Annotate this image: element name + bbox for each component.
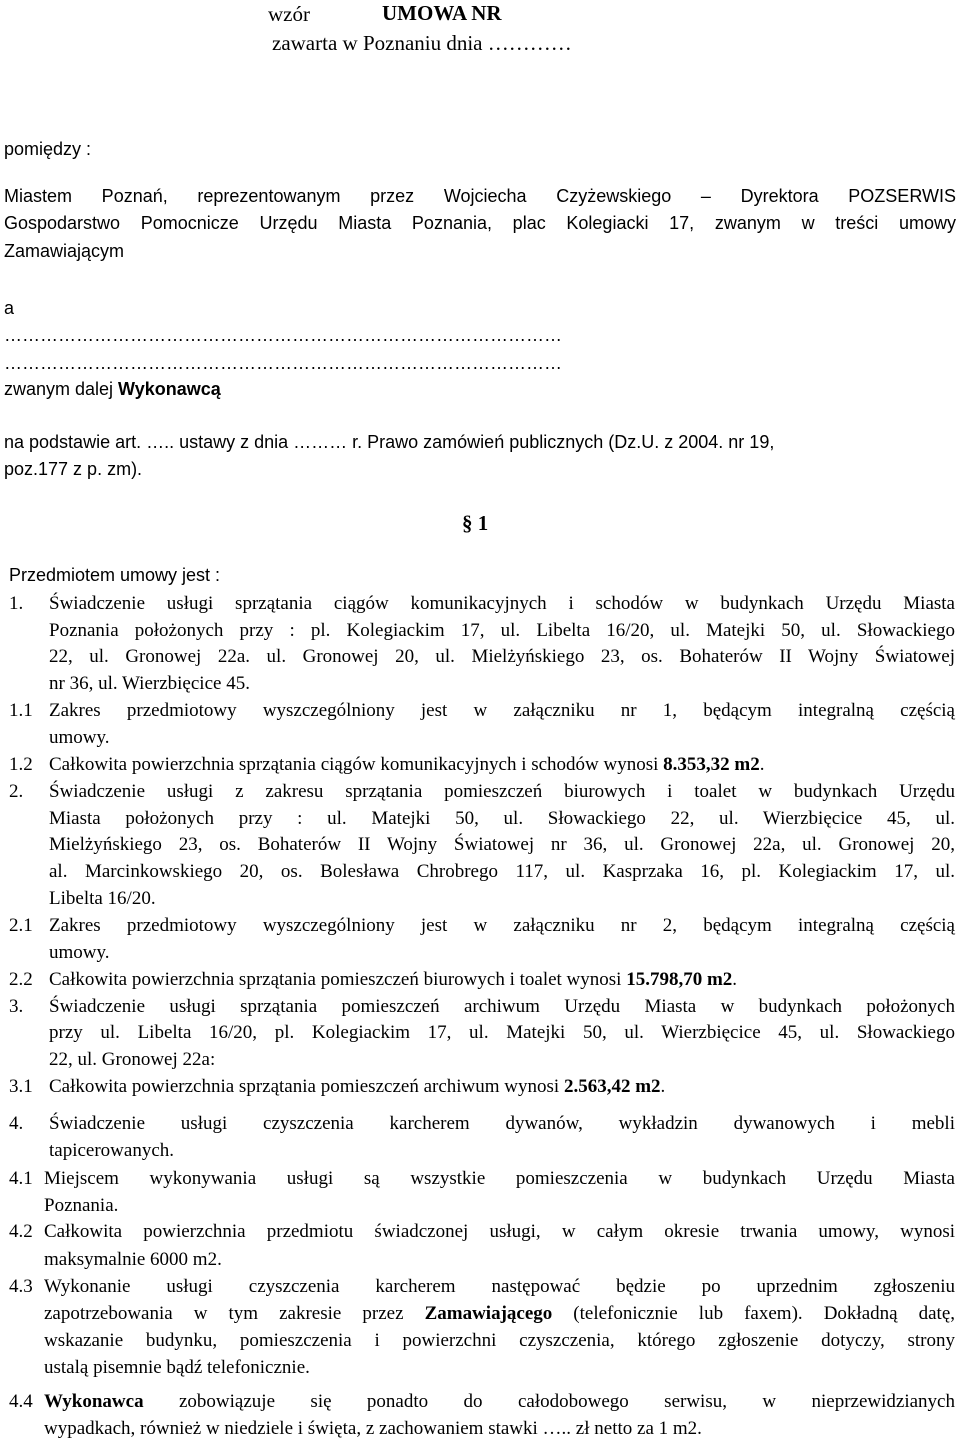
item-line bbox=[49, 969, 737, 991]
header-label: wzór bbox=[268, 2, 310, 26]
item-text-tail: . bbox=[660, 1076, 666, 1097]
item-line: Świadczenie usługi z zakresu sprzątania pomieszczeń biurowych i toalet w budynkach Urzędu bbox=[49, 781, 955, 802]
party1-line2: Gospodarstwo Pomocnicze Urzędu Miasta Poznania, plac Kolegiacki 17, zwanym w treści umowy bbox=[4, 213, 956, 233]
item-line bbox=[49, 1076, 665, 1098]
item-line: Wykonanie usługi czyszczenia karcherem następować będzie po uprzednim zgłoszeniu bbox=[44, 1276, 955, 1297]
item-number: 2.2 bbox=[9, 969, 33, 990]
item-line bbox=[44, 1303, 955, 1325]
item-line: Poznania. bbox=[44, 1195, 119, 1216]
legal-basis-line2: poz.177 z p. zm). bbox=[4, 459, 143, 479]
item-line: Mielżyńskiego 23, os. Bohaterów II Wojny Światowej nr 36, ul. Gronowej 22a, ul. Gronowej 20, bbox=[49, 834, 955, 855]
contractor-dots-1: ………………………………………………………………………………… bbox=[4, 325, 562, 345]
legal-basis-line1: na podstawie art. ….. ustawy z dnia ……… r. Prawo zamówień publicznych (Dz.U. z 2004. nr 19, bbox=[4, 432, 775, 452]
item-line: Zakres przedmiotowy wyszczególniony jest w załączniku nr 2, będącym integralną częścią bbox=[49, 915, 955, 936]
item-number: 4.4 bbox=[9, 1391, 33, 1412]
item-area-value: 15.798,70 m2 bbox=[626, 969, 733, 990]
item-line: 22, ul. Gronowej 22a. ul. Gronowej 20, ul. Mielżyńskiego 23, os. Bohaterów II Wojny Światowej bbox=[49, 646, 955, 667]
party1-line1: Miastem Poznań, reprezentowanym przez Wojciecha Czyżewskiego – Dyrektora POZSERWIS bbox=[4, 186, 956, 206]
item-text: zapotrzebowania w tym zakresie przez bbox=[44, 1303, 425, 1324]
contractor-role-pre: zwanym dalej bbox=[4, 379, 119, 399]
item-line: Poznania położonych przy : pl. Kolegiackim 17, ul. Libelta 16/20, ul. Matejki 50, ul. Słowackiego bbox=[49, 620, 955, 641]
item-area-value: 8.353,32 m2 bbox=[663, 754, 760, 775]
item-line: Miejscem wykonywania usługi są wszystkie pomieszczenia w budynkach Urzędu Miasta bbox=[44, 1168, 955, 1189]
item-text-tail: . bbox=[759, 754, 765, 775]
item-text-tail: . bbox=[732, 969, 738, 990]
item-line: wskazanie budynku, pomieszczenia i powierzchni czyszczenia, którego zgłoszenie dotyczy, strony bbox=[44, 1330, 955, 1351]
document-subtitle: zawarta w Poznaniu dnia ………… bbox=[272, 31, 572, 55]
item-number: 1. bbox=[9, 593, 24, 614]
and-label: a bbox=[4, 298, 15, 318]
item-number: 2.1 bbox=[9, 915, 33, 936]
item-number: 1.1 bbox=[9, 700, 33, 721]
document-title: UMOWA NR bbox=[382, 1, 502, 25]
item-line: Świadczenie usługi sprzątania ciągów komunikacyjnych i schodów w budynkach Urzędu Miasta bbox=[49, 593, 955, 614]
party1-role: Zamawiającym bbox=[4, 241, 125, 261]
item-text: Całkowita powierzchnia sprzątania ciągów komunikacyjnych i schodów wynosi bbox=[49, 754, 664, 775]
item-party-name: Zamawiającego bbox=[424, 1303, 553, 1324]
item-line: Zakres przedmiotowy wyszczególniony jest w załączniku nr 1, będącym integralną częścią bbox=[49, 700, 955, 721]
item-line: umowy. bbox=[49, 942, 110, 963]
item-line: Całkowita powierzchnia przedmiotu świadczonej usługi, w całym okresie trwania umowy, wynosi bbox=[44, 1221, 955, 1242]
item-line: umowy. bbox=[49, 727, 110, 748]
item-number: 4.2 bbox=[9, 1221, 33, 1242]
item-line: wypadkach, również w niedziele i święta, z zachowaniem stawki ….. zł netto za 1 m2. bbox=[44, 1418, 702, 1439]
contractor-role bbox=[4, 379, 221, 400]
item-number: 2. bbox=[9, 781, 24, 802]
item-line: tapicerowanych. bbox=[49, 1140, 175, 1161]
item-line: 22, ul. Gronowej 22a: bbox=[49, 1049, 216, 1070]
contractor-dots-2: ………………………………………………………………………………… bbox=[4, 353, 562, 373]
item-line: Libelta 16/20. bbox=[49, 888, 156, 909]
item-text-tail: (telefonicznie lub faxem). Dokładną datę, bbox=[552, 1303, 956, 1324]
item-line: ustalą pisemnie bądź telefonicznie. bbox=[44, 1357, 310, 1378]
item-text: Całkowita powierzchnia sprzątania pomieszczeń archiwum wynosi bbox=[49, 1076, 564, 1097]
section-mark: § 1 bbox=[462, 511, 489, 535]
item-line: maksymalnie 6000 m2. bbox=[44, 1249, 222, 1270]
item-number: 4.3 bbox=[9, 1276, 33, 1297]
item-number: 3. bbox=[9, 996, 24, 1017]
item-line bbox=[44, 1391, 955, 1413]
item-line: nr 36, ul. Wierzbięcice 45. bbox=[49, 673, 250, 694]
contractor-role-name: Wykonawcą bbox=[118, 379, 221, 399]
item-number: 4.1 bbox=[9, 1168, 33, 1189]
item-number: 3.1 bbox=[9, 1076, 33, 1097]
item-text: Całkowita powierzchnia sprzątania pomieszczeń biurowych i toalet wynosi bbox=[49, 969, 627, 990]
item-line bbox=[49, 754, 765, 776]
item-number: 1.2 bbox=[9, 754, 33, 775]
item-party-name: Wykonawca bbox=[44, 1391, 144, 1412]
item-line: al. Marcinkowskiego 20, os. Bolesława Chrobrego 117, ul. Kasprzaka 16, pl. Kolegiackim 17, ul. bbox=[49, 861, 955, 882]
item-line: Świadczenie usługi sprzątania pomieszczeń archiwum Urzędu Miasta w budynkach położonych bbox=[49, 996, 955, 1017]
item-line: Świadczenie usługi czyszczenia karcherem dywanów, wykładzin dywanowych i mebli bbox=[49, 1113, 955, 1134]
item-area-value: 2.563,42 m2 bbox=[563, 1076, 661, 1097]
item-number: 4. bbox=[9, 1113, 24, 1134]
between-label: pomiędzy : bbox=[4, 139, 92, 159]
item-text: zobowiązuje się ponadto do całodobowego serwisu, w nieprzewidzianych bbox=[143, 1391, 955, 1412]
item-line: przy ul. Libelta 16/20, pl. Kolegiackim 17, ul. Matejki 50, ul. Wierzbięcice 45, ul. Słowackiego bbox=[49, 1022, 955, 1043]
item-line: Miasta położonych przy : ul. Matejki 50, ul. Słowackiego 22, ul. Wierzbięcice 45, ul. bbox=[49, 808, 955, 829]
section-intro: Przedmiotem umowy jest : bbox=[9, 565, 221, 585]
